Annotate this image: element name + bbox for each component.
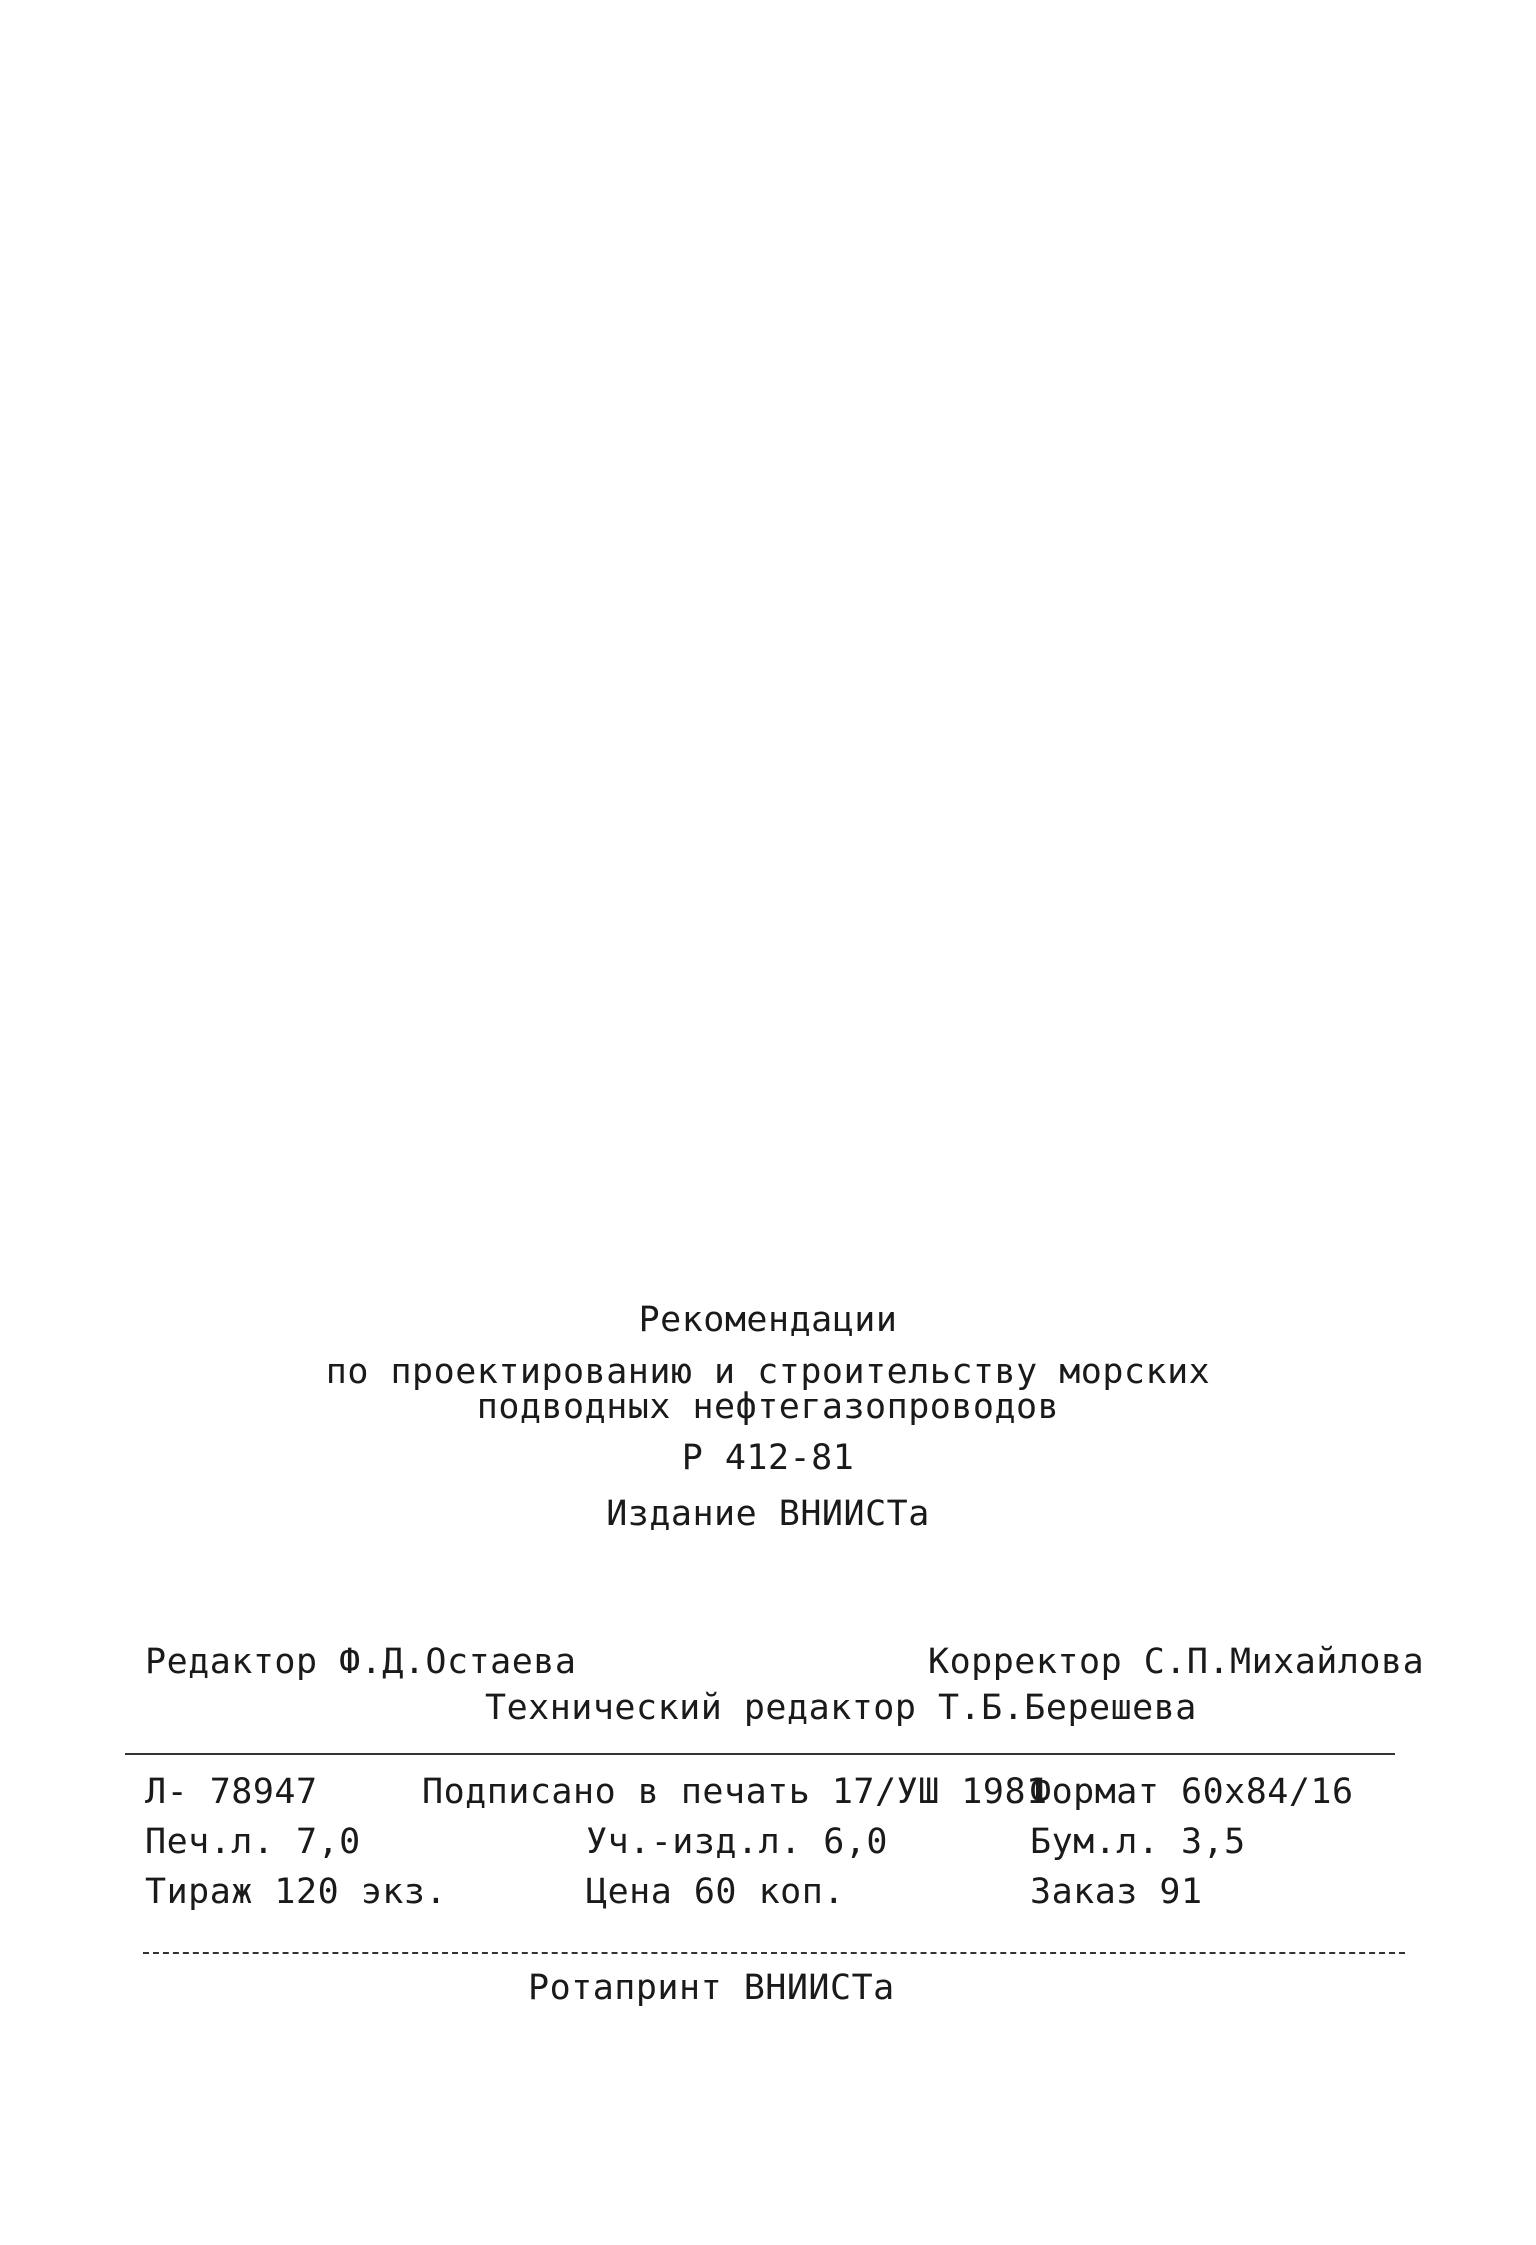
imprint-signed: Подписано в печать 17/УШ 1981 <box>422 1772 1048 1812</box>
tech-editor-credit: Технический редактор Т.Б.Берешева <box>485 1688 1197 1728</box>
document-subtitle-line2: подводных нефтегазопроводов <box>476 1387 1060 1427</box>
editor-credit: Редактор Ф.Д.Остаева <box>145 1642 577 1682</box>
imprint-print-sheets: Печ.л. 7,0 <box>145 1822 361 1862</box>
bottom-divider <box>143 1952 1405 1954</box>
top-divider <box>125 1753 1395 1755</box>
imprint-price: Цена 60 коп. <box>586 1872 845 1912</box>
imprint-pub-sheets: Уч.-изд.л. 6,0 <box>586 1822 889 1862</box>
imprint-format: Формат 60х84/16 <box>1030 1772 1354 1812</box>
document-code: Р 412-81 <box>681 1438 855 1478</box>
imprint-paper-sheets: Бум.л. 3,5 <box>1030 1822 1246 1862</box>
printer-label: Ротапринт ВНИИСТа <box>528 1968 895 2008</box>
document-title: Рекомендации <box>638 1300 898 1340</box>
imprint-number: Л- 78947 <box>145 1772 318 1812</box>
edition-label: Издание ВНИИСТа <box>606 1494 930 1534</box>
corrector-credit: Корректор С.П.Михайлова <box>928 1642 1425 1682</box>
document-subtitle-line1: по проектированию и строительству морских <box>325 1352 1211 1392</box>
imprint-run: Тираж 120 экз. <box>145 1872 448 1912</box>
imprint-order: Заказ 91 <box>1030 1872 1203 1912</box>
